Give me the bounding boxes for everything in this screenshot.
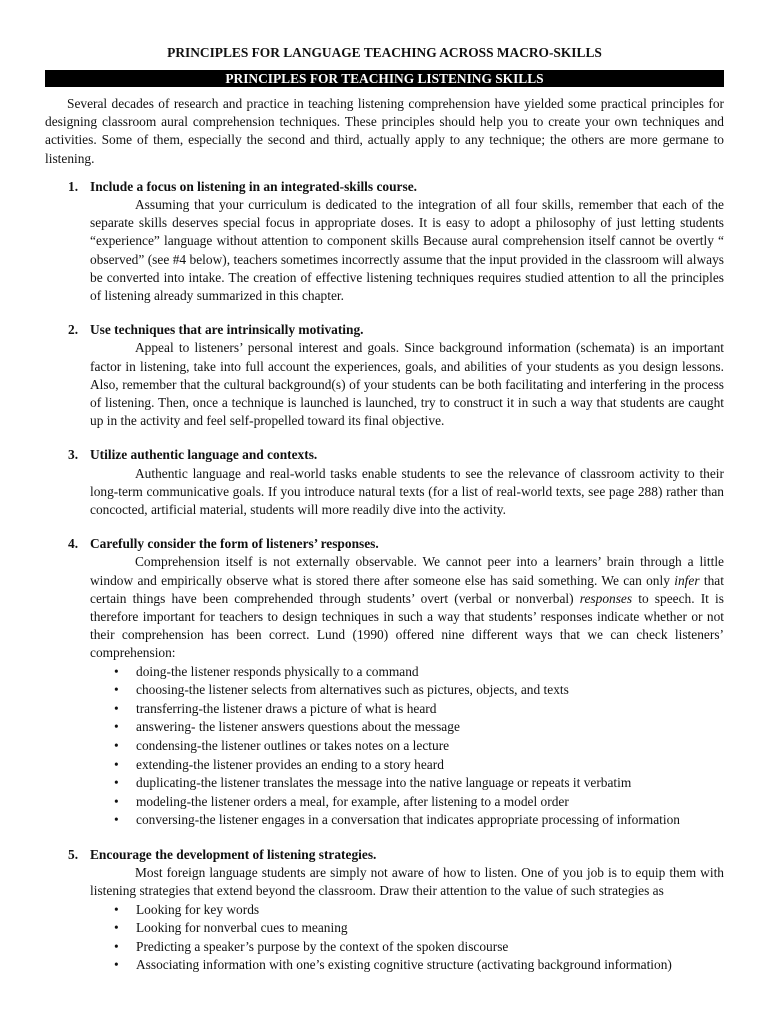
list-item: • extending-the listener provides an ending to a story heard [114,756,724,775]
list-item: • duplicating-the listener translates the message into the native language or repeats it verbatim [114,774,724,793]
listening-strategies-list [114,901,724,975]
principle-2 [45,321,724,430]
principle-number: 5. [68,847,79,863]
page-title: PRINCIPLES FOR LANGUAGE TEACHING ACROSS MACRO-SKILLS [167,45,602,60]
principle-body: Most foreign language students are simply not aware of how to listen. One of you job is to equip them with listening strategies that extend beyond the classroom. Draw their attention to the value of such strategies as [90,865,724,899]
list-item: • modeling-the listener orders a meal, for example, after listening to a model order [114,793,724,812]
principle-body [90,553,724,662]
comprehension-check-list [114,663,724,830]
principle-title: Carefully consider the form of listeners’ responses. [90,536,379,552]
emphasis-infer: infer [674,572,700,588]
list-item: • doing-the listener responds physically to a command [114,663,724,682]
principle-title: Use techniques that are intrinsically motivating. [90,322,364,338]
principle-heading [45,321,724,339]
list-item: • choosing-the listener selects from alternatives such as pictures, objects, and texts [114,681,724,700]
list-item: • Predicting a speaker’s purpose by the context of the spoken discourse [114,938,724,957]
list-item: • Looking for key words [114,901,724,920]
principle-number: 1. [68,178,79,194]
principle-heading [45,178,724,196]
principle-3 [45,446,724,519]
list-item: • Associating information with one’s existing cognitive structure (activating background information) [114,956,724,975]
body-text-part: to speech. It is therefore important for teachers to design techniques in such a way that students’ responses indicate whether or not their comprehension has been correct. Lund (1990) offered nine different ways that we can check listeners’ comprehension: [90,590,724,661]
principle-1 [45,178,724,305]
list-item: • transferring-the listener draws a picture of what is heard [114,700,724,719]
body-text-part: that certain things have been comprehended through students’ overt (verbal or nonverbal) [90,572,724,606]
list-item: • Looking for nonverbal cues to meaning [114,919,724,938]
principle-body: Appeal to listeners’ personal interest and goals. Since background information (schemata) is an important factor in listening, take into full account the experiences, goals, and abilities of your students as you design lessons. Also, remember that the cultural background(s) of your students can be both facilitating and interfering in the process of listening. Then, once a technique is launched is launched, try to construct it in such a way that students are caught up in the activity and feel self-propelled toward its final objective. [90,340,724,429]
principle-number: 3. [68,447,79,463]
intro-paragraph: Several decades of research and practice in teaching listening comprehension have yielded some practical principles for designing classroom aural comprehension techniques. These principles should help you to create your own techniques and activities. Some of them, especially the second and third, actually apply to any technique; the others are more germane to listening. [45,96,724,166]
principle-number: 2. [68,322,79,338]
principle-title: Utilize authentic language and contexts. [90,447,318,463]
section-banner: PRINCIPLES FOR TEACHING LISTENING SKILLS [45,70,724,87]
body-text-part: Comprehension itself is not externally observable. We cannot peer into a learners’ brain through a little window and empirically observe what is stored there after someone else has said something. We can only [90,554,724,588]
principle-number: 4. [68,536,79,552]
principle-heading [45,846,724,864]
list-item: • answering- the listener answers questions about the message [114,718,724,737]
principle-title: Encourage the development of listening strategies. [90,847,377,863]
principle-5 [45,846,724,975]
principle-heading [45,535,724,553]
principle-title: Include a focus on listening in an integrated-skills course. [90,178,417,194]
principle-body: Assuming that your curriculum is dedicated to the integration of all four skills, remember that each of the separate skills deserves special focus in appropriate doses. It is easy to adopt a philosophy of just letting students “experience” language without attention to component skills Because aural comprehension itself cannot be overtly “ observed” (see #4 below), teachers sometimes incorrectly assume that the input provided in the classroom will always be converted into intake. The creation of effective listening techniques requires studied attention to all the principles of listening already summarized in this chapter. [90,197,724,304]
list-item: • condensing-the listener outlines or takes notes on a lecture [114,737,724,756]
list-item: • conversing-the listener engages in a conversation that indicates appropriate processing of information [114,811,724,830]
emphasis-responses: responses [579,590,633,606]
principle-body: Authentic language and real-world tasks enable students to see the relevance of classroom activity to their long-term communicative goals. If you introduce natural texts (for a list of real-world texts, see page 288) rather than concocted, artificial material, students will more readily dive into the activity. [90,465,724,518]
principle-heading [45,446,724,464]
principle-4 [45,535,724,830]
